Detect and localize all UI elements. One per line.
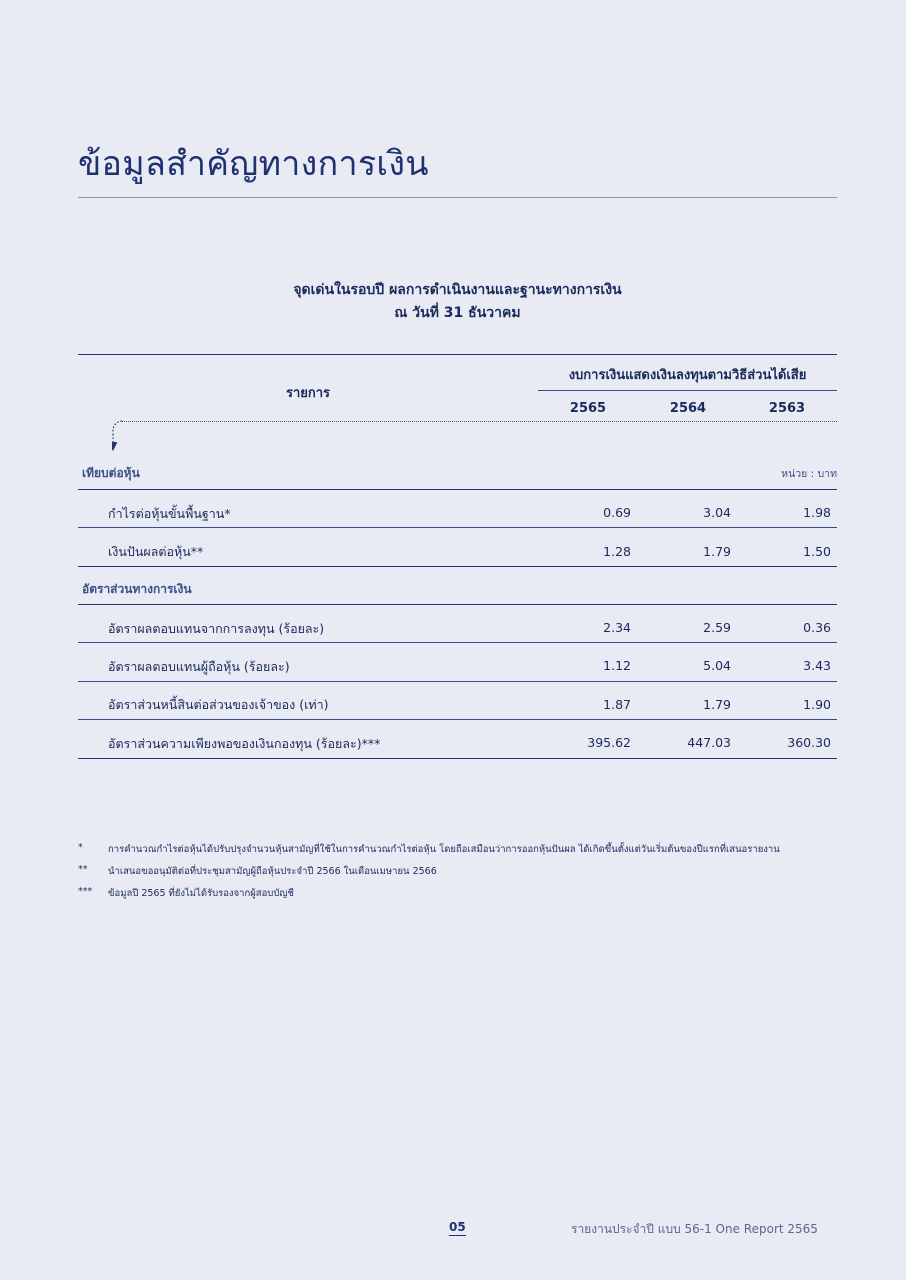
- cell-eps-2563: 1.98: [803, 505, 831, 520]
- section-rule: [78, 604, 837, 605]
- row-rule: [78, 681, 837, 682]
- cell-roi-2563: 0.36: [803, 620, 831, 635]
- footnote-text: การคำนวณกำไรต่อหุ้นได้ปรับปรุงจำนวนหุ้นสามัญที่ใช้ในการคำนวณกำไรต่อหุ้น โดยถือเสมือนว่าการออกหุ้นปันผล ได้เกิดขึ้นตั้งแต่วันเริ่มต้นของปีแรกที่เสนอรายงาน: [108, 844, 780, 855]
- row-label-roi: อัตราผลตอบแทนจากการลงทุน (ร้อยละ): [108, 621, 325, 636]
- cell-capital-adequacy-2563: 360.30: [787, 735, 831, 750]
- down-arrow-icon: [112, 420, 142, 452]
- cell-eps-2565: 0.69: [603, 505, 631, 520]
- header-year-2565: 2565: [569, 401, 607, 416]
- row-label-debt-to-equity: อัตราส่วนหนี้สินต่อส่วนของเจ้าของ (เท่า): [108, 697, 329, 712]
- row-label-eps: กำไรต่อหุ้นขั้นพื้นฐาน*: [108, 506, 231, 521]
- page-title: ข้อมูลสำคัญทางการเงิน: [78, 144, 429, 184]
- cell-roe-2563: 3.43: [803, 658, 831, 673]
- group-header-rule: [538, 390, 837, 391]
- cell-roi-2564: 2.59: [703, 620, 731, 635]
- header-year-2563: 2563: [768, 401, 806, 416]
- footnote-mark: **: [78, 864, 88, 875]
- footnotes: [78, 842, 848, 908]
- row-rule: [78, 719, 837, 720]
- row-label-roe: อัตราผลตอบแทนผู้ถือหุ้น (ร้อยละ): [108, 659, 290, 674]
- footnote-mark: ***: [78, 886, 93, 897]
- row-rule: [78, 527, 837, 528]
- header-bottom-dotted-rule: [122, 421, 837, 422]
- row-rule: [78, 642, 837, 643]
- section-end-rule: [78, 566, 837, 567]
- footnote-mark: *: [78, 842, 83, 853]
- cell-capital-adequacy-2565: 395.62: [587, 735, 631, 750]
- cell-roe-2565: 1.12: [603, 658, 631, 673]
- cell-eps-2564: 3.04: [703, 505, 731, 520]
- row-label-capital-adequacy: อัตราส่วนความเพียงพอของเงินกองทุน (ร้อยละ)***: [108, 736, 381, 751]
- cell-dividend-2563: 1.50: [803, 544, 831, 559]
- footnote: [78, 842, 848, 864]
- cell-roi-2565: 2.34: [603, 620, 631, 635]
- cell-debt-to-equity-2565: 1.87: [603, 697, 631, 712]
- section-rule: [78, 489, 837, 490]
- table-heading-line1: จุดเด่นในรอบปี ผลการดำเนินงานและฐานะทางการเงิน: [293, 282, 622, 298]
- header-year-2564: 2564: [669, 401, 707, 416]
- table-heading-line2: ณ วันที่ 31 ธันวาคม: [394, 305, 521, 321]
- cell-debt-to-equity-2564: 1.79: [703, 697, 731, 712]
- section-label-financial-ratios: อัตราส่วนทางการเงิน: [82, 582, 192, 596]
- row-label-dividend: เงินปันผลต่อหุ้น**: [108, 544, 204, 559]
- footnote: [78, 886, 848, 908]
- footnote-text: นำเสนอขออนุมัติต่อที่ประชุมสามัญผู้ถือหุ้นประจำปี 2566 ในเดือนเมษายน 2566: [108, 866, 437, 877]
- title-divider: [78, 197, 837, 198]
- unit-label: หน่วย : บาท: [781, 468, 837, 480]
- footnote: [78, 864, 848, 886]
- cell-roe-2564: 5.04: [703, 658, 731, 673]
- page-number: 05: [449, 1220, 466, 1234]
- table-top-rule: [78, 354, 837, 355]
- cell-debt-to-equity-2563: 1.90: [803, 697, 831, 712]
- section-label-per-share: เทียบต่อหุ้น: [82, 466, 140, 480]
- cell-dividend-2565: 1.28: [603, 544, 631, 559]
- cell-capital-adequacy-2564: 447.03: [687, 735, 731, 750]
- report-name: รายงานประจำปี แบบ 56-1 One Report 2565: [571, 1222, 818, 1236]
- footnote-text: ข้อมูลปี 2565 ที่ยังไม่ได้รับรองจากผู้สอบบัญชี: [108, 888, 294, 899]
- header-items: รายการ: [285, 386, 331, 401]
- table-bottom-rule: [78, 758, 837, 759]
- cell-dividend-2564: 1.79: [703, 544, 731, 559]
- header-group-title: งบการเงินแสดงเงินลงทุนตามวิธีส่วนได้เสีย: [568, 368, 807, 383]
